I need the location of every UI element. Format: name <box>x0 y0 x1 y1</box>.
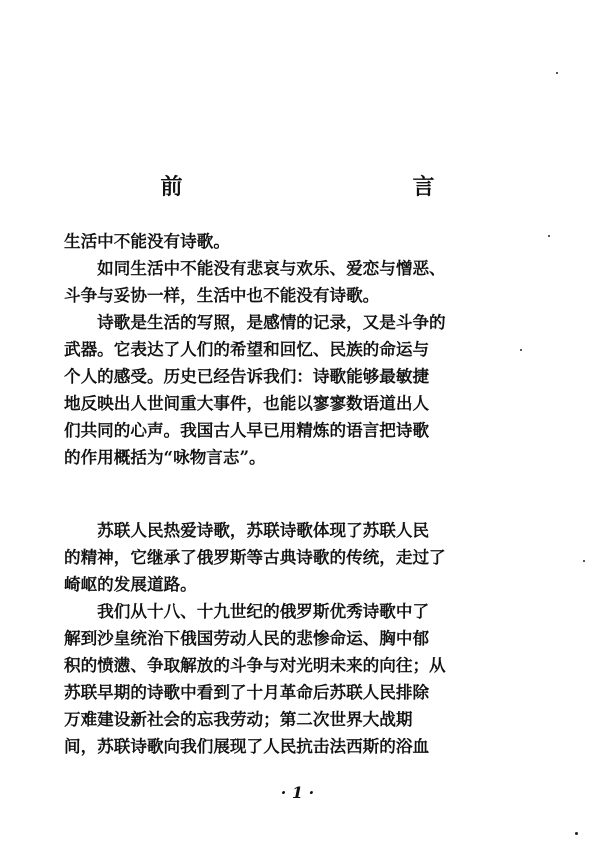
text-line: 积的愤懑、争取解放的斗争与对光明未来的向往；从 <box>64 655 446 675</box>
scan-speck <box>575 832 578 835</box>
text-line: 苏联人民热爱诗歌，苏联诗歌体现了苏联人民 <box>64 520 430 540</box>
text-line: 苏联早期的诗歌中看到了十月革命后苏联人民排除 <box>64 682 430 702</box>
text-line: 武器。它表达了人们的希望和回忆、民族的命运与 <box>64 339 430 359</box>
text-line: 我们从十八、十九世纪的俄罗斯优秀诗歌中了 <box>64 601 430 621</box>
text-line: 们共同的心声。我国古人早已用精炼的语言把诗歌 <box>64 420 430 440</box>
text-line: 间，苏联诗歌向我们展现了人民抗击法西斯的浴血 <box>64 736 430 756</box>
scan-speck <box>556 72 558 74</box>
text-line: 个人的感受。历史已经告诉我们：诗歌能够最敏捷 <box>64 366 430 386</box>
text-line: 地反映出人世间重大事件，也能以寥寥数语道出人 <box>64 393 430 413</box>
text-line: 万难建设新社会的忘我劳动；第二次世界大战期 <box>64 709 413 729</box>
text-line: 生活中不能没有诗歌。 <box>64 231 230 251</box>
text-line: 的作用概括为“咏物言志”。 <box>64 447 266 467</box>
text-line: 的精神，它继承了俄罗斯等古典诗歌的传统，走过了 <box>64 547 446 567</box>
scan-speck <box>583 560 585 562</box>
page-number: · 1 · <box>280 783 315 802</box>
text-line: 诗歌是生活的写照，是感情的记录，又是斗争的 <box>64 312 446 332</box>
text-line: 如同生活中不能没有悲哀与欢乐、爱恋与憎恶、 <box>64 258 446 278</box>
preface-text-block-2 <box>64 517 504 760</box>
text-line: 斗争与妥协一样，生活中也不能没有诗歌。 <box>64 285 380 305</box>
text-line: 崎岖的发展道路。 <box>64 574 197 594</box>
scan-speck <box>520 349 522 351</box>
text-line: 解到沙皇统治下俄国劳动人民的悲惨命运、胸中郁 <box>64 628 430 648</box>
page-title: 前 言 <box>160 174 497 200</box>
scan-speck <box>548 235 550 237</box>
preface-text-block-1 <box>64 228 504 471</box>
